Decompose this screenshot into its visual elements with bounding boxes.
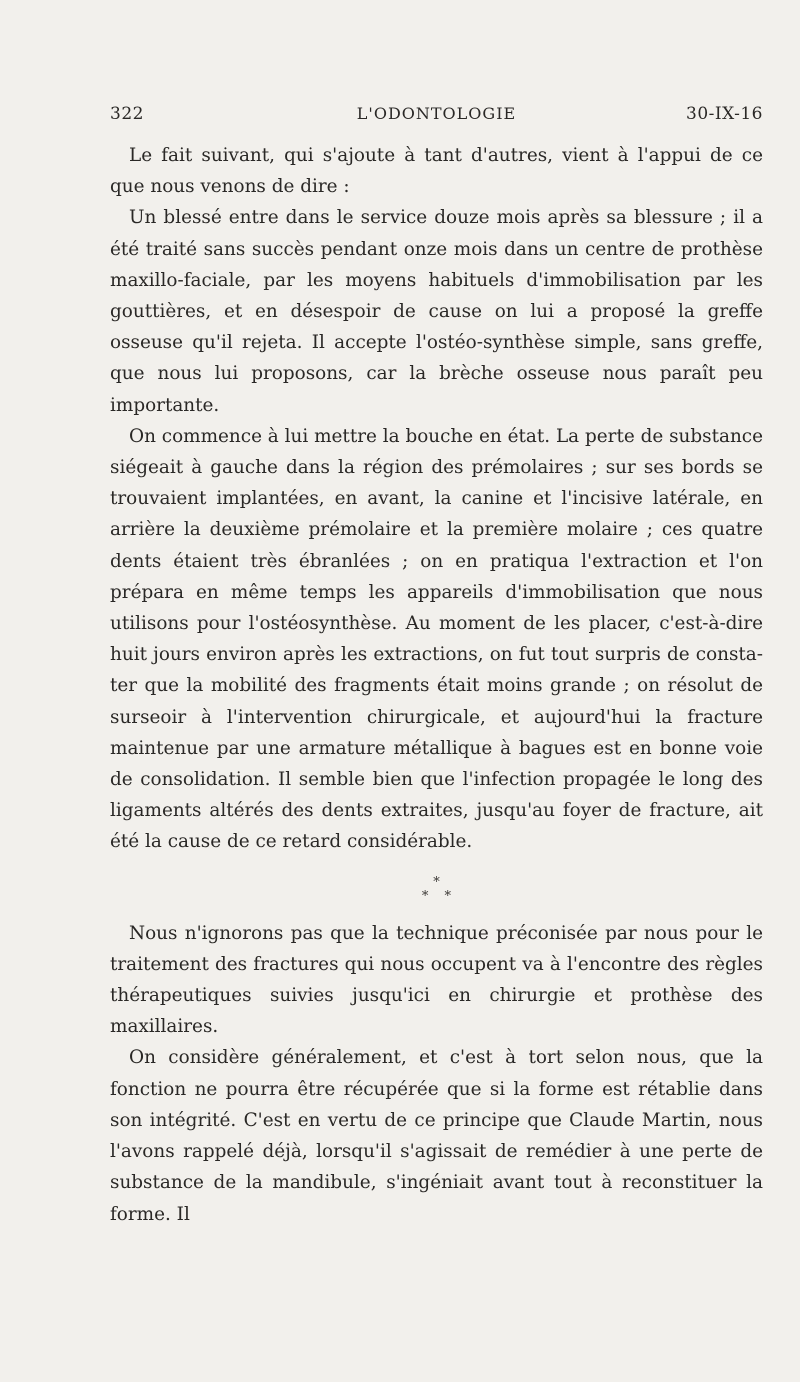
journal-title: L'ODONTOLOGIE — [356, 104, 517, 123]
paragraph-5: On considère généralement, et c'est à tort selon nous, que la fonction ne pourra être récupérée que si la forme est rétablie dans son intégrité. C'est en vertu de ce principe que Claude Martin, nous l'avons rappelé déjà, lorsqu'il s'agissait de remédier à une perte de substance de la mandibule, s'ingéniait avant tout à reconstituer la forme. Il — [110, 1047, 763, 1225]
paragraph-1: Le fait suivant, qui s'ajoute à tant d'autres, vient à l'appui de ce que nous venons de dire : — [110, 145, 763, 198]
section-break-asterisks — [110, 876, 763, 904]
page-number: 322 — [110, 104, 144, 124]
paragraph-2: Un blessé entre dans le service douze mois après sa blessure ; il a été traité sans succès pendant onze mois dans un centre de prothèse maxillo-faciale, par les moyens habituels d'immobilisation par les gouttières, et en désespoir de cause on lui a proposé la greffe osseuse qu'il rejeta. Il accepte l'ostéo-synthèse simple, sans greffe, que nous lui proposons, car la brèche osseuse nous paraît peu importante. — [110, 207, 763, 416]
asterism-bottom: * * — [421, 888, 458, 904]
body-text — [110, 140, 763, 1230]
paragraph-4: Nous n'ignorons pas que la technique préconisée par nous pour le traitement des fractures qui nous occupent va à l'encontre des règles thérapeutiques suivies jusqu'ici en chirurgie et prothèse des maxillaires. — [110, 922, 763, 1038]
paragraph-3: On commence à lui mettre la bouche en état. La perte de substance siégeait à gauche dans la région des prémolaires ; sur ses bords se trouvaient implantées, en avant, la canine et l'incisive latérale, en arrière la deuxième prémolaire et la première molaire ; ces quatre dents étaient très ébranlées ; on en pratiqua l'extraction et l'on prépara en même temps les appareils d'immobilisation que nous utilisons pour l'ostéosynthèse. Au moment de les placer, c'est-à-dire huit jours environ après les extractions, on fut tout surpris de constater que la mobilité des fragments était moins grande ; on résolut de surseoir à l'intervention chirurgicale, et aujourd'hui la fracture maintenue par une armature métallique à bagues est en bonne voie de consolidation. Il semble bien que l'infection propagée le long des ligaments altérés des dents extraites, jusqu'au foyer de fracture, ait été la cause de ce retard considérable. — [110, 425, 763, 853]
running-header — [110, 104, 763, 132]
issue-date: 30-IX-16 — [686, 104, 763, 124]
asterism-top: * — [433, 874, 440, 890]
